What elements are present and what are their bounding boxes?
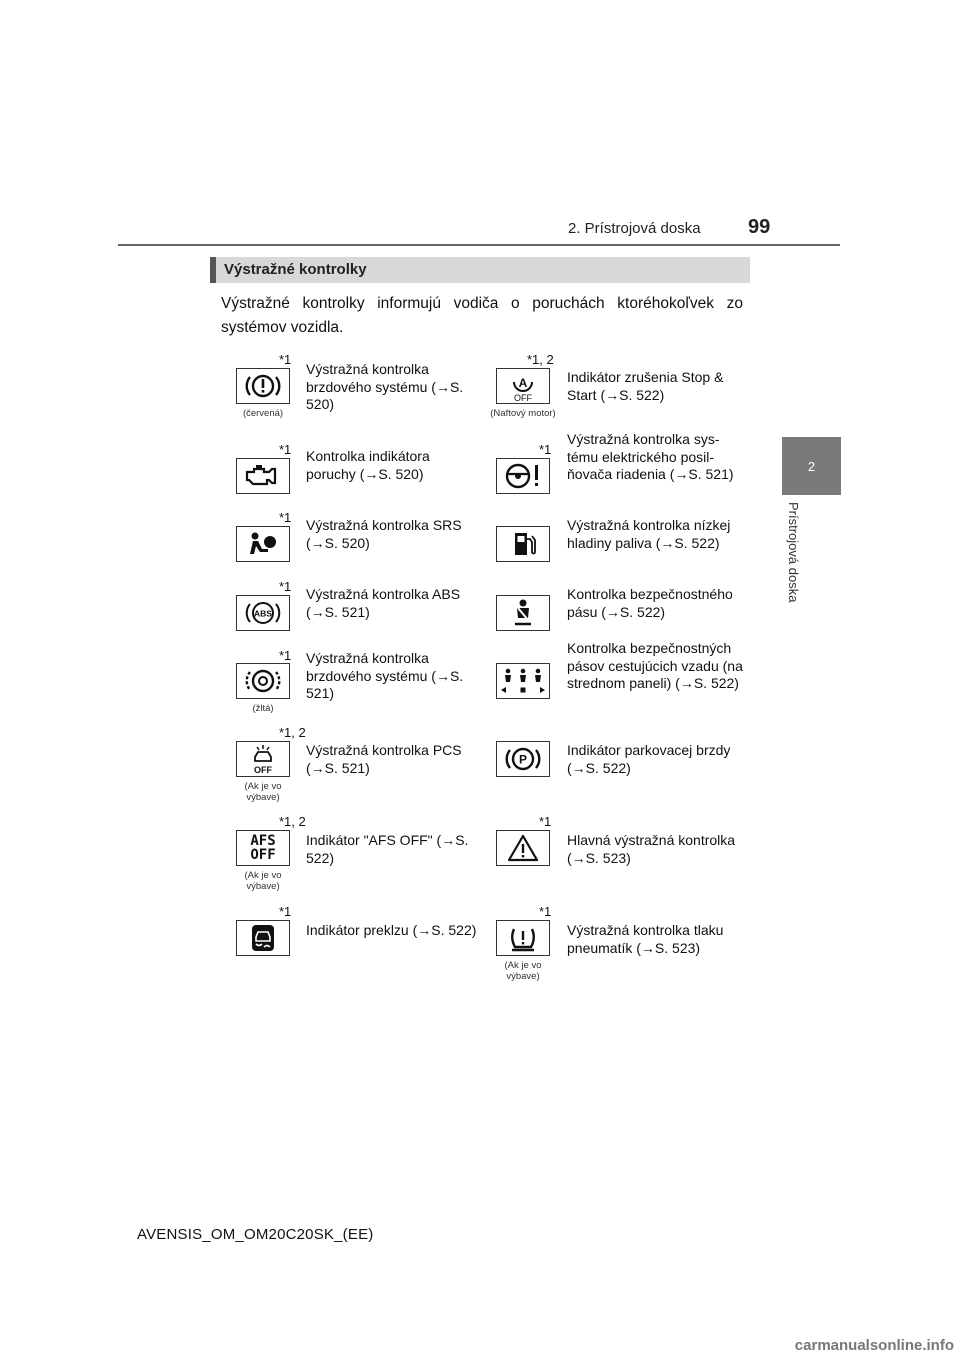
marker: *1, 2 — [279, 814, 306, 829]
chapter-tab-label: Prístrojová doska — [786, 502, 801, 603]
item-description: Indikátor "AFS OFF" (→S. 522) — [306, 832, 469, 866]
abs-icon — [236, 595, 290, 631]
marker: *1 — [279, 352, 292, 367]
chapter-title: 2. Prístrojová doska — [568, 220, 701, 237]
item-description: Kontrolka bezpečnostných pásov cestujúcich vzadu (na strednom paneli) (→S. 522) — [567, 640, 743, 691]
tire-pressure-icon — [496, 920, 550, 956]
watermark: carmanualsonline.info — [794, 1337, 954, 1354]
svg-text:A: A — [518, 376, 528, 390]
marker: *1 — [279, 648, 292, 663]
marker: *1 — [279, 904, 292, 919]
item-description: Výstražná kontrolka SRS (→S. 520) — [306, 517, 462, 551]
svg-text:OFF: OFF — [254, 765, 272, 775]
parking-brake-icon — [496, 741, 550, 777]
svg-text:P: P — [518, 752, 528, 767]
intro-paragraph: Výstražné kontrolky informujú vodiča o poruchách ktoréhokoľvek zo systémov vozidla. — [221, 295, 743, 336]
item-description: Indikátor preklzu (→S. 522) — [306, 922, 477, 938]
seatbelt-icon — [496, 595, 550, 631]
stop-start-off-icon — [496, 368, 550, 404]
brake-system-icon — [236, 663, 290, 699]
item-description: Výstražná kontrolka tlaku pneumatík (→S. 523) — [567, 922, 724, 956]
marker: *1 — [539, 814, 552, 829]
check-engine-icon — [236, 458, 290, 494]
icon-note: (Ak je vo výbave) — [504, 960, 542, 982]
icon-note: (červená) — [242, 408, 284, 419]
section-heading — [210, 257, 750, 283]
marker: *1 — [279, 579, 292, 594]
item-description: Indikátor zrušenia Stop & Start (→S. 522) — [567, 369, 724, 403]
item-description: Výstražná kontrolka brzdového systému (→S. 520) — [306, 361, 464, 412]
fuel-icon — [496, 526, 550, 562]
item-description: Výstražná kontrolka ABS (→S. 521) — [306, 586, 461, 620]
item-description: Výstražná kontrolka nízkej hladiny paliva (→S. 522) — [567, 517, 731, 551]
icon-note: (žltá) — [252, 703, 274, 714]
pcs-off-icon — [236, 741, 290, 777]
item-description: Výstražná kontrolka brzdového systému (→S. 521) — [306, 650, 464, 701]
airbag-icon — [236, 526, 290, 562]
svg-text:ABS: ABS — [254, 608, 272, 619]
item-description: Indikátor parkovacej brzdy (→S. 522) — [567, 742, 731, 776]
chapter-tab: 2 — [782, 437, 841, 495]
master-warning-icon — [496, 830, 550, 866]
item-description: Kontrolka indikátora poruchy (→S. 520) — [306, 448, 430, 482]
marker: *1 — [279, 510, 292, 525]
marker: *1 — [539, 442, 552, 457]
item-description: Hlavná výstražná kontrolka (→S. 523) — [567, 832, 736, 866]
power-steering-icon — [496, 458, 550, 494]
svg-text:OFF: OFF — [514, 393, 532, 403]
section-title: Výstražné kontrolky — [224, 261, 367, 278]
marker: *1, 2 — [279, 725, 306, 740]
header-rule — [118, 244, 840, 246]
slip-indicator-icon — [236, 920, 290, 956]
marker: *1 — [539, 904, 552, 919]
rear-seatbelt-icon — [496, 663, 550, 699]
item-description: Kontrolka bezpečnostného pásu (→S. 522) — [567, 586, 733, 620]
marker: *1 — [279, 442, 292, 457]
icon-note: (Ak je vo výbave) — [244, 870, 282, 892]
document-code: AVENSIS_OM_OM20C20SK_(EE) — [137, 1226, 374, 1243]
item-description: Výstražná kontrolka PCS (→S. 521) — [306, 742, 462, 776]
marker: *1, 2 — [527, 352, 554, 367]
page-number: 99 — [748, 216, 771, 238]
icon-note: (Ak je vo výbave) — [244, 781, 282, 803]
afs-off-icon: AFS OFF — [236, 830, 290, 866]
icon-note: (Naftový motor) — [490, 408, 556, 419]
item-description: Výstražná kontrolka sys-tému elektrického posil-ňovača riadenia (→S. 521) — [567, 431, 734, 482]
brake-warning-icon — [236, 368, 290, 404]
